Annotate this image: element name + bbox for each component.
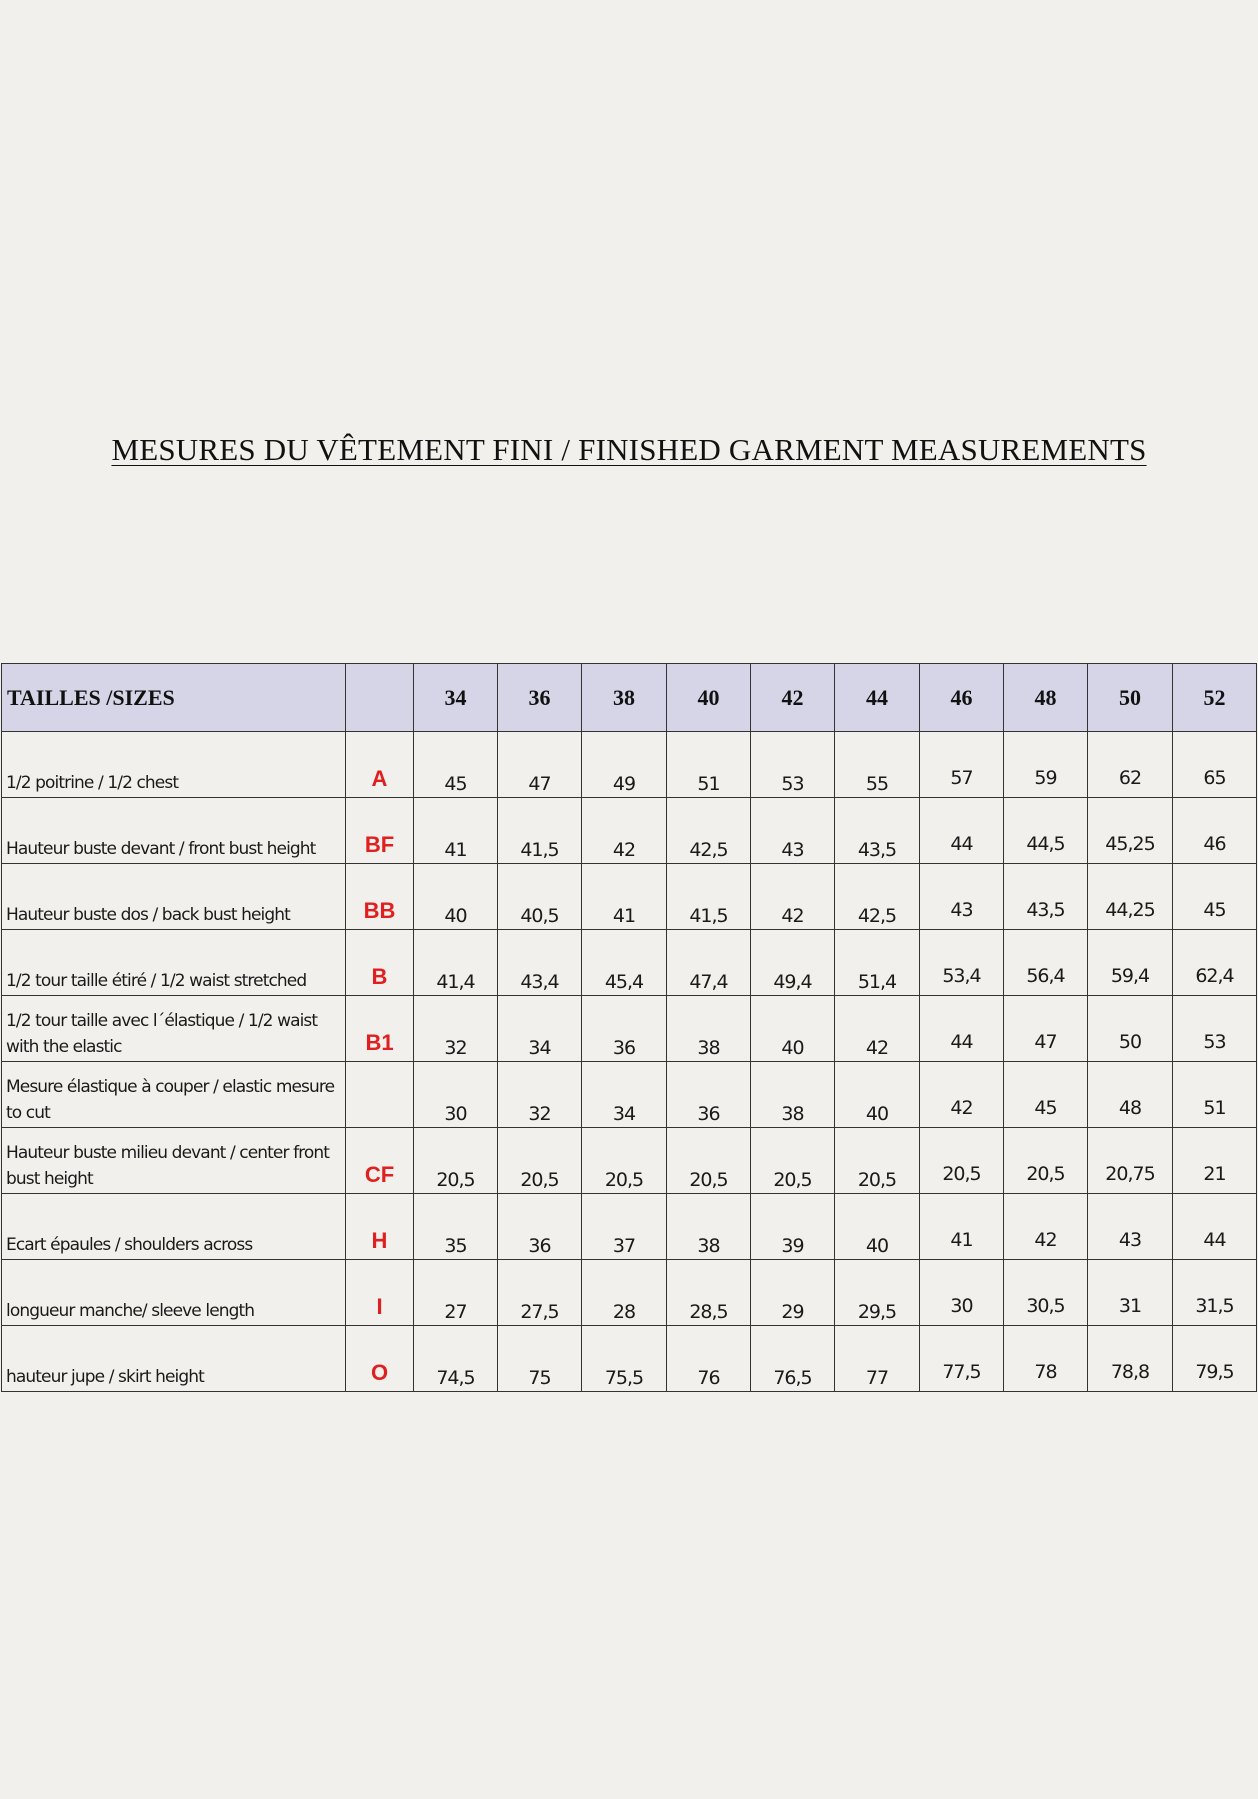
measurement-label (2, 798, 346, 864)
measurement-value: 44,25 (1088, 864, 1173, 930)
measurement-value: 45 (414, 732, 498, 798)
table-row (2, 1194, 1257, 1260)
measurement-value: 40 (835, 1062, 920, 1128)
size-header: 42 (751, 664, 835, 732)
measurement-value: 30 (920, 1260, 1004, 1326)
measurement-value: 47,4 (667, 930, 751, 996)
measurement-value: 41 (920, 1194, 1004, 1260)
measurement-value: 20,5 (667, 1128, 751, 1194)
measurement-label (2, 1260, 346, 1326)
measurement-label (2, 1128, 346, 1194)
measurement-label-text: Hauteur buste devant / front bust height (6, 839, 316, 859)
measurement-value: 45,4 (582, 930, 667, 996)
measurement-value: 42 (1004, 1194, 1088, 1260)
measurement-value: 50 (1088, 996, 1173, 1062)
measurement-value: 43 (751, 798, 835, 864)
measurement-value: 31,5 (1173, 1260, 1257, 1326)
measurement-code: CF (346, 1128, 414, 1194)
measurement-value: 44 (1173, 1194, 1257, 1260)
measurement-value: 36 (582, 996, 667, 1062)
measurement-label (2, 732, 346, 798)
size-header: 40 (667, 664, 751, 732)
measurement-value: 59 (1004, 732, 1088, 798)
measurement-code: O (346, 1326, 414, 1392)
measurement-value: 59,4 (1088, 930, 1173, 996)
measurement-value: 49,4 (751, 930, 835, 996)
measurement-code: I (346, 1260, 414, 1326)
measurement-value: 36 (498, 1194, 582, 1260)
measurement-value: 49 (582, 732, 667, 798)
measurement-value: 47 (498, 732, 582, 798)
measurement-value: 32 (498, 1062, 582, 1128)
measurement-value: 51 (667, 732, 751, 798)
code-header (346, 664, 414, 732)
sizes-header-label: TAILLES /SIZES (2, 664, 346, 732)
measurement-label (2, 1326, 346, 1392)
measurement-value: 40,5 (498, 864, 582, 930)
measurement-value: 43,5 (1004, 864, 1088, 930)
size-header: 44 (835, 664, 920, 732)
measurement-label (2, 1194, 346, 1260)
measurement-code: B (346, 930, 414, 996)
measurement-value: 39 (751, 1194, 835, 1260)
measurement-value: 45 (1004, 1062, 1088, 1128)
measurement-value: 45,25 (1088, 798, 1173, 864)
size-header: 34 (414, 664, 498, 732)
measurement-value: 42 (920, 1062, 1004, 1128)
measurement-value: 65 (1173, 732, 1257, 798)
measurement-value: 53,4 (920, 930, 1004, 996)
measurement-label-text: Ecart épaules / shoulders across (6, 1235, 253, 1255)
measurement-value: 38 (667, 996, 751, 1062)
measurement-value: 42,5 (835, 864, 920, 930)
measurement-value: 77 (835, 1326, 920, 1392)
measurement-label (2, 930, 346, 996)
measurement-value: 44 (920, 996, 1004, 1062)
table-row (2, 732, 1257, 798)
measurement-value: 35 (414, 1194, 498, 1260)
size-header: 38 (582, 664, 667, 732)
table-row (2, 1062, 1257, 1128)
measurement-label (2, 996, 346, 1062)
measurement-value: 53 (1173, 996, 1257, 1062)
measurement-value: 37 (582, 1194, 667, 1260)
measurement-value: 43,5 (835, 798, 920, 864)
measurement-value: 20,5 (582, 1128, 667, 1194)
measurement-value: 77,5 (920, 1326, 1004, 1392)
size-header: 48 (1004, 664, 1088, 732)
size-header: 52 (1173, 664, 1257, 732)
size-header: 50 (1088, 664, 1173, 732)
measurement-value: 53 (751, 732, 835, 798)
measurement-value: 62,4 (1173, 930, 1257, 996)
measurement-value: 45 (1173, 864, 1257, 930)
measurements-table (1, 663, 1257, 1392)
measurement-value: 28 (582, 1260, 667, 1326)
measurement-value: 40 (835, 1194, 920, 1260)
page-title: MESURES DU VÊTEMENT FINI / FINISHED GARMENT MEASUREMENTS (111, 432, 1147, 467)
measurement-value: 34 (582, 1062, 667, 1128)
measurement-value: 42 (582, 798, 667, 864)
table-row (2, 1326, 1257, 1392)
measurement-code: B1 (346, 996, 414, 1062)
table-row (2, 1128, 1257, 1194)
measurement-label-text: Hauteur buste dos / back bust height (6, 905, 290, 925)
measurement-value: 44,5 (1004, 798, 1088, 864)
measurement-value: 29 (751, 1260, 835, 1326)
measurement-value: 42 (751, 864, 835, 930)
measurement-value: 28,5 (667, 1260, 751, 1326)
measurement-value: 20,75 (1088, 1128, 1173, 1194)
measurement-value: 41 (414, 798, 498, 864)
measurement-value: 40 (751, 996, 835, 1062)
table-row (2, 930, 1257, 996)
measurement-value: 41 (582, 864, 667, 930)
measurement-value: 38 (751, 1062, 835, 1128)
measurement-value: 43 (1088, 1194, 1173, 1260)
measurement-value: 44 (920, 798, 1004, 864)
measurement-value: 36 (667, 1062, 751, 1128)
measurement-label-text: 1/2 tour taille étiré / 1/2 waist stretched (6, 971, 307, 991)
measurement-code: H (346, 1194, 414, 1260)
measurement-value: 51 (1173, 1062, 1257, 1128)
measurement-value: 51,4 (835, 930, 920, 996)
measurement-value: 21 (1173, 1128, 1257, 1194)
measurement-value: 30,5 (1004, 1260, 1088, 1326)
measurement-value: 41,5 (667, 864, 751, 930)
measurement-value: 20,5 (1004, 1128, 1088, 1194)
measurement-label (2, 864, 346, 930)
measurement-label-text: 1/2 tour taille avec l´élastique / 1/2 waist with the elastic (6, 1011, 318, 1057)
measurement-label-text: hauteur jupe / skirt height (6, 1367, 204, 1387)
measurement-value: 48 (1088, 1062, 1173, 1128)
measurement-code: BF (346, 798, 414, 864)
measurement-value: 43 (920, 864, 1004, 930)
measurement-label-text: Mesure élastique à couper / elastic mesure to cut (6, 1077, 335, 1123)
measurement-label (2, 1062, 346, 1128)
measurement-value: 32 (414, 996, 498, 1062)
measurement-label-text: Hauteur buste milieu devant / center front bust height (6, 1143, 330, 1189)
measurement-code: A (346, 732, 414, 798)
measurement-value: 76,5 (751, 1326, 835, 1392)
measurement-value: 57 (920, 732, 1004, 798)
size-header: 36 (498, 664, 582, 732)
measurement-value: 75 (498, 1326, 582, 1392)
measurement-code: BB (346, 864, 414, 930)
measurement-value: 42,5 (667, 798, 751, 864)
measurement-value: 29,5 (835, 1260, 920, 1326)
measurement-value: 30 (414, 1062, 498, 1128)
measurement-value: 38 (667, 1194, 751, 1260)
measurement-value: 47 (1004, 996, 1088, 1062)
measurement-value: 79,5 (1173, 1326, 1257, 1392)
measurement-value: 78 (1004, 1326, 1088, 1392)
measurement-value: 20,5 (498, 1128, 582, 1194)
measurement-value: 56,4 (1004, 930, 1088, 996)
measurement-value: 20,5 (414, 1128, 498, 1194)
measurement-value: 20,5 (835, 1128, 920, 1194)
measurement-code (346, 1062, 414, 1128)
measurement-value: 43,4 (498, 930, 582, 996)
measurement-value: 46 (1173, 798, 1257, 864)
table-row (2, 996, 1257, 1062)
measurement-value: 55 (835, 732, 920, 798)
measurement-value: 27,5 (498, 1260, 582, 1326)
measurement-value: 74,5 (414, 1326, 498, 1392)
measurement-value: 40 (414, 864, 498, 930)
measurement-value: 75,5 (582, 1326, 667, 1392)
measurement-value: 76 (667, 1326, 751, 1392)
measurement-value: 42 (835, 996, 920, 1062)
measurement-label-text: longueur manche/ sleeve length (6, 1301, 255, 1321)
measurement-value: 34 (498, 996, 582, 1062)
measurement-value: 20,5 (751, 1128, 835, 1194)
table-row (2, 1260, 1257, 1326)
measurement-value: 20,5 (920, 1128, 1004, 1194)
measurement-value: 31 (1088, 1260, 1173, 1326)
table-row (2, 864, 1257, 930)
measurement-value: 78,8 (1088, 1326, 1173, 1392)
measurement-value: 27 (414, 1260, 498, 1326)
measurement-value: 41,4 (414, 930, 498, 996)
measurement-label-text: 1/2 poitrine / 1/2 chest (6, 773, 179, 793)
table-row (2, 798, 1257, 864)
measurement-value: 62 (1088, 732, 1173, 798)
measurement-value: 41,5 (498, 798, 582, 864)
size-header: 46 (920, 664, 1004, 732)
table-header-row (2, 664, 1257, 732)
